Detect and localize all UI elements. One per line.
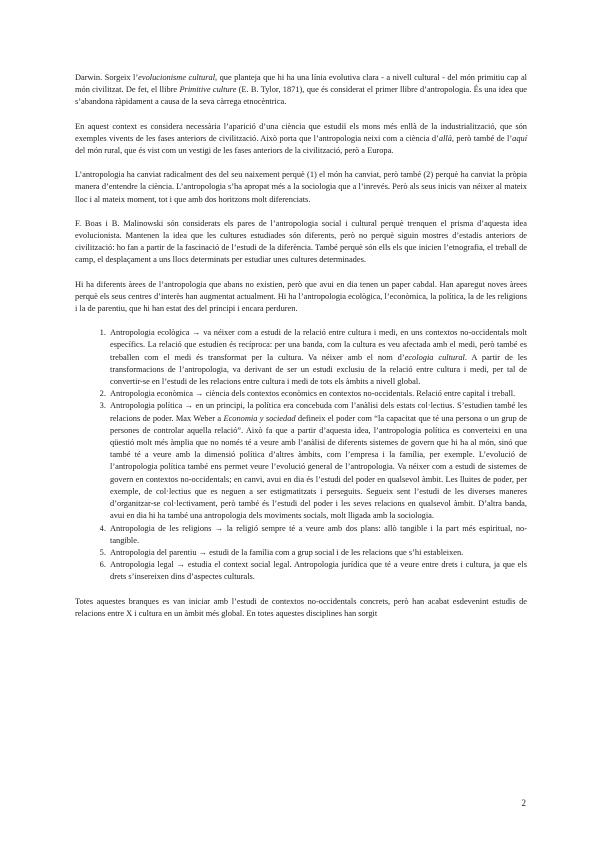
paragraph-evolucionisme (75, 72, 527, 109)
text-run: Antropologia econòmica → ciència dels contextos econòmics en contextos no-occidentals. Relació entre capital i treball. (110, 389, 516, 399)
paragraph-canvi: L’antropologia ha canviat radicalment des del seu naixement perquè (1) el món ha canviat, però també (2) perquè ha canviat la pròpia manera d’entendre la ciència. L’antropologia s’ha apropat més a la sociologia que a l’inrevés. Però als seus inicis van néixer al mateix lloc i al mateix moment, tot i que amb dos horitzons molt diferenciats. (75, 170, 527, 204)
text-run: Antropologia política → en un principi, la política era concebuda com l’anàlisi dels estats col·lectius. S’estudien també les relacions de poder. Max Weber a (110, 401, 527, 423)
text-run: Antropologia ecològica → va néixer com a estudi de la relació entre cultura i medi, en uns contextos no-occidentals molt específics. La relació que estudien és recíproca: per una banda, com la cultura es veu afectada amb el medi, però també es treballen com el medi és transformat per la cultura. Va néixer amb el nom d’ (110, 328, 527, 362)
text-run: del món rural, que és vist com un vestigi de les fases anteriors de la civilització, però a Europa. (75, 146, 394, 156)
list-item-parentiu (108, 547, 527, 559)
italic-term: aquí (512, 133, 528, 143)
text-run: Antropologia de les religions → la religió sempre té a veure amb dos plans: allò tangible i la part més espiritual, no-tangible. (110, 523, 527, 545)
italic-book-title: Primitive culture (179, 85, 237, 95)
paragraph-arees: Hi ha diferents àrees de l’antropologia que abans no existien, però que avui en dia tenen un paper cabdal. Han aparegut noves àrees perquè els seus centres d’interès han augmentat actualment. Hi ha l’antropologia ecològica, l’econòmica, la política, la de les religions i la de parentiu, que hi han estat des del principi i encara perduren. (75, 279, 527, 314)
text-run: Darwin. Sorgeix l’ (75, 73, 139, 82)
list-item-ecologica (108, 327, 527, 388)
document-body (75, 72, 527, 632)
text-run: defineix el poder com “la capacitat que té una persona o un grup de persones de controlar aquella relació”. Això fa que a partir d’aquesta idea, l’antropologia política es converteixi en una qüestió molt més àmplia que no només té a veure amb l’anàlisi de diferents sistemes de govern que hi ha al món, sinó que també té a veure amb la dimensió política d’altres àmbits, com l’empresa i la família, per exemple. L’evolució de l’antropologia política també ens permet veure l’evolució general de l’antropologia. Va néixer com a estudi de sistemes de govern en contextos no-occidentals; en canvi, avui en dia és l’estudi del poder en qualsevol àmbit. Les lluites de poder, per exemple, de col·lectius que es neguen a ser estigmatitzats i perseguits. Segueix sent l’estudi de les diverses maneres d’organitzar-se col·lectivament, però també és l’estudi del poder i les seves relacions en qualsevol àmbit. D’altra banda, avui en dia hi ha també una antropologia dels moviments socials, molt lligada amb la sociologia. (110, 413, 527, 521)
paragraph-context (75, 121, 527, 158)
text-run: . A partir de les transformacions de l’antropologia, va derivant de ser un estudi exclusiu de la relació entre cultura i medi, per tal de convertir-se en l’estudi de les relacions entre cultura i medi de tots els àmbits a nivell global. (110, 352, 528, 387)
text-run: En aquest context es considera necessària l’aparició d’una ciència que estudiï els mons més enllà de la industrialització, que són exemples vivents de les fases anteriors de civilització. Això porta que l’antropologia neixi com a ciència d’ (75, 121, 527, 143)
italic-term: allà (438, 133, 452, 143)
paragraph-boas-malinowski: F. Boas i B. Malinowski són considerats els pares de l’antropologia social i cultural perquè trenquen el prisma d’aquesta idea evolucionista. Mantenen la idea que les cultures estudiades són diferents, però no perquè siguin mostres d’estadis anteriors de civilització: ho fan a partir de la fascinació de l’estudi de la diferència. També perquè són ells els que inicien l’etnografia, el treball de camp, el desplaçament a uns llocs determinats per estudiar unes cultures determinades. (75, 218, 527, 265)
text-run: , que planteja que hi ha una línia evolutiva clara - a nivell cultural - del món primitiu cap al món civilitzat. De fet, el llibre (75, 73, 527, 95)
list-item-religions (108, 523, 527, 547)
text-run: (E. B. Tylor, 1871), que és considerat el primer llibre d’antropologia. És una idea que s’abandona ràpidament a causa de la seva càrrega etnocèntrica. (75, 85, 528, 107)
list-item-economica (108, 388, 527, 400)
text-run: , però també de l’ (451, 133, 513, 143)
branches-list (75, 327, 527, 583)
italic-book-title: Economia y sociedad (223, 413, 296, 423)
text-run: Antropologia legal → estudia el context social legal. Antropologia jurídica que té a veure entre drets i cultura, ja que els drets s’insereixen dins d’aspectes culturals. (110, 560, 527, 582)
paragraph-branques: Totes aquestes branques es van iniciar amb l’estudi de contextos no-occidentals concrets, però han acabat esdevenint estudis de relacions entre X i cultura en un àmbit més global. En totes aquestes disciplines han sorgit (75, 596, 527, 618)
list-item-legal (108, 559, 527, 583)
list-item-politica (108, 400, 527, 522)
italic-term: ecologia cultural (404, 352, 465, 362)
page-number: 2 (521, 798, 526, 808)
text-run: Antropologia del parentiu → estudi de la família com a grup social i de les relacions que s’hi estableixen. (110, 547, 464, 557)
italic-term: evolucionisme cultural (138, 73, 216, 82)
